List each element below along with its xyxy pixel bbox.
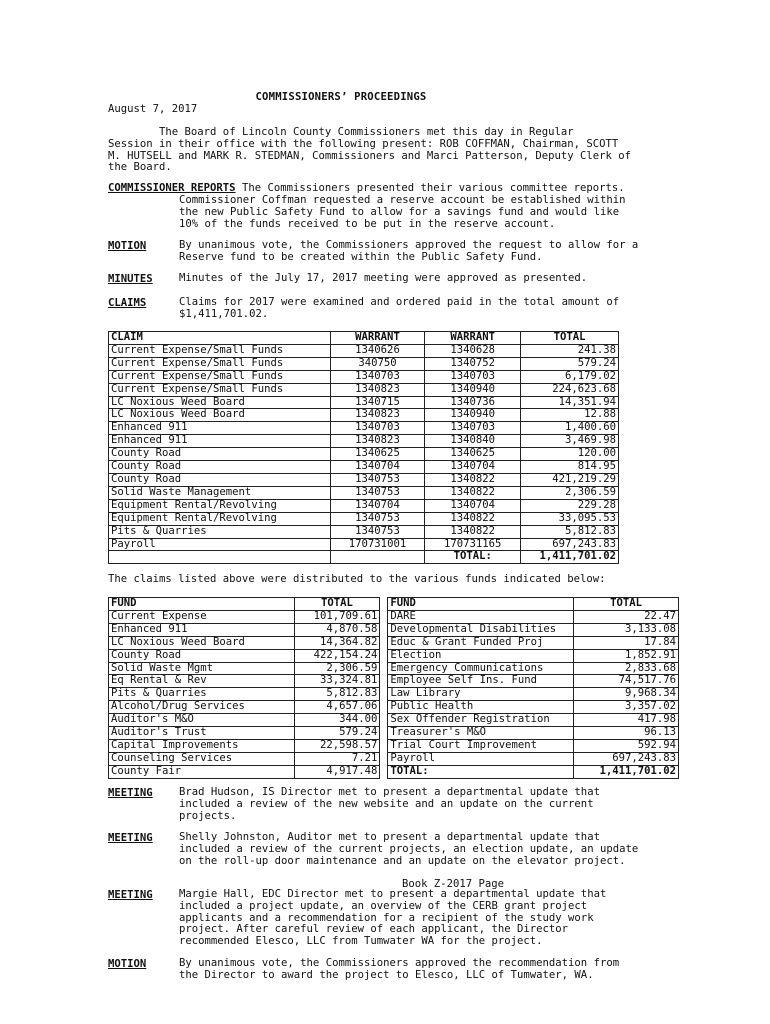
total-cell: 241.38 [521, 344, 619, 357]
meeting-line: included a review of the current projects, an election update, an update [179, 842, 639, 855]
warrant-cell: 1340704 [330, 499, 425, 512]
claim-cell: County Road [109, 473, 331, 486]
warrant-cell: 1340625 [330, 448, 425, 461]
total-cell: 33,095.53 [521, 512, 619, 525]
intro-paragraph [108, 127, 631, 174]
table-row [109, 435, 619, 448]
commissioner-reports-label: COMMISSIONER REPORTS [108, 182, 236, 194]
claim-cell: Enhanced 911 [109, 435, 331, 448]
fund-total-cell: 579.24 [294, 727, 380, 740]
column-gap [380, 739, 388, 752]
table-row [109, 370, 619, 383]
motion-body [179, 240, 699, 264]
column-header: TOTAL [294, 598, 380, 611]
column-gap [380, 688, 388, 701]
total-cell: 224,623.68 [521, 383, 619, 396]
fund-cell: Current Expense [109, 610, 295, 623]
table-row [109, 461, 619, 474]
meeting-body [179, 889, 699, 948]
report-line: 10% of the funds received to be put in the reserve account. [179, 217, 556, 230]
meeting-body [179, 832, 699, 867]
fund-total-cell: 592.94 [574, 739, 679, 752]
total-cell: 814.95 [521, 461, 619, 474]
warrant-cell: 1340822 [425, 486, 521, 499]
page-title: COMMISSIONERS’ PROCEEDINGS [255, 91, 427, 103]
fund-total-cell: 96.13 [574, 727, 679, 740]
intro-line: The Board of Lincoln County Commissioners met this day in Regular [108, 126, 574, 138]
claim-cell: Equipment Rental/Revolving [109, 499, 331, 512]
fund-total-cell: 33,324.81 [294, 675, 380, 688]
column-gap [380, 675, 388, 688]
column-gap [380, 610, 388, 623]
report-line: the new Public Safety Fund to allow for a savings fund and would like [179, 205, 620, 218]
fund-total-cell: 4,657.06 [294, 701, 380, 714]
warrant-cell: 1340715 [330, 396, 425, 409]
fund-total-cell: 344.00 [294, 714, 380, 727]
meeting-line: projects. [179, 809, 237, 822]
warrant-cell: 1340822 [425, 525, 521, 538]
table-row [109, 525, 619, 538]
funds-table [108, 597, 679, 779]
fund-cell: County Road [109, 649, 295, 662]
motion-line: the Director to award the project to Elesco, LLC of Tumwater, WA. [179, 968, 594, 981]
claims-body [179, 297, 699, 321]
claim-cell: County Road [109, 448, 331, 461]
table-row [109, 701, 679, 714]
fund-total-cell: 9,968.34 [574, 688, 679, 701]
warrant-cell: 1340823 [330, 383, 425, 396]
claims-total-row [109, 551, 619, 564]
column-gap [380, 701, 388, 714]
motion-label: MOTION [108, 958, 147, 970]
column-gap [380, 649, 388, 662]
table-row [109, 499, 619, 512]
claim-cell: Current Expense/Small Funds [109, 383, 331, 396]
claim-cell: Pits & Quarries [109, 525, 331, 538]
blank-cell [109, 551, 331, 564]
blank-cell [330, 551, 425, 564]
table-row [109, 448, 619, 461]
claim-cell: Payroll [109, 538, 331, 551]
claims-header-row [109, 332, 619, 345]
column-header: WARRANT [425, 332, 521, 345]
fund-cell: Auditor's M&O [109, 714, 295, 727]
motion-line: By unanimous vote, the Commissioners approved the request to allow for a [179, 239, 639, 251]
warrant-cell: 1340626 [330, 344, 425, 357]
meeting-line: project. After careful review of each applicant, the Director [179, 923, 569, 936]
minutes-body [179, 273, 699, 285]
funds-total-label: TOTAL: [388, 765, 574, 778]
meeting-line: Margie Hall, EDC Director met to present a departmental update that [179, 888, 607, 900]
column-header: TOTAL [521, 332, 619, 345]
warrant-cell: 1340823 [330, 435, 425, 448]
table-row [109, 396, 619, 409]
column-gap [380, 662, 388, 675]
claims-line: Claims for 2017 were examined and ordered paid in the total amount of [179, 296, 620, 308]
warrant-cell: 1340628 [425, 344, 521, 357]
column-gap [380, 765, 388, 778]
total-cell: 120.00 [521, 448, 619, 461]
claim-cell: Current Expense/Small Funds [109, 357, 331, 370]
total-cell: 5,812.83 [521, 525, 619, 538]
meeting-label: MEETING [108, 832, 153, 844]
total-label: TOTAL: [425, 551, 521, 564]
table-row [109, 538, 619, 551]
fund-cell: Election [388, 649, 574, 662]
warrant-cell: 1340940 [425, 409, 521, 422]
fund-cell: Counseling Services [109, 752, 295, 765]
fund-total-cell: 4,870.58 [294, 623, 380, 636]
fund-cell: Public Health [388, 701, 574, 714]
warrant-cell: 1340704 [330, 461, 425, 474]
total-cell: 697,243.83 [521, 538, 619, 551]
warrant-cell: 1340752 [425, 357, 521, 370]
total-cell: 1,400.60 [521, 422, 619, 435]
claims-table [108, 331, 619, 564]
warrant-cell: 1340822 [425, 512, 521, 525]
meeting-line: on the roll-up door maintenance and an update on the elevator project. [179, 854, 626, 867]
motion-label: MOTION [108, 240, 147, 252]
fund-cell: Law Library [388, 688, 574, 701]
total-cell: 3,469.98 [521, 435, 619, 448]
table-row [109, 739, 679, 752]
table-row [109, 486, 619, 499]
meeting-line: included a review of the new website and an update on the current [179, 797, 594, 810]
table-row [109, 752, 679, 765]
claim-cell: Equipment Rental/Revolving [109, 512, 331, 525]
fund-cell: Trial Court Improvement [388, 739, 574, 752]
warrant-cell: 1340625 [425, 448, 521, 461]
fund-total-cell: 7.21 [294, 752, 380, 765]
column-gap [380, 714, 388, 727]
warrant-cell: 170731165 [425, 538, 521, 551]
fund-cell: LC Noxious Weed Board [109, 636, 295, 649]
fund-total-cell: 5,812.83 [294, 688, 380, 701]
fund-total-cell: 22,598.57 [294, 739, 380, 752]
claim-cell: Solid Waste Management [109, 486, 331, 499]
claims-line: $1,411,701.02. [179, 307, 269, 320]
fund-total-cell: 3,133.08 [574, 623, 679, 636]
fund-cell: DARE [388, 610, 574, 623]
table-row [109, 636, 679, 649]
intro-line: Session in their office with the following present: ROB COFFMAN, Chairman, SCOTT [108, 137, 619, 150]
warrant-cell: 1340753 [330, 525, 425, 538]
meeting-line: applicants and a recommendation for a recipient of the study work [179, 911, 594, 924]
warrant-cell: 1340704 [425, 499, 521, 512]
fund-cell: Payroll [388, 752, 574, 765]
fund-cell: Developmental Disabilities [388, 623, 574, 636]
intro-line: M. HUTSELL and MARK R. STEDMAN, Commissioners and Marci Patterson, Deputy Clerk of [108, 149, 631, 162]
minutes-line: Minutes of the July 17, 2017 meeting were approved as presented. [179, 272, 588, 284]
book-page-reference: Book Z-2017 Page [402, 878, 505, 890]
total-cell: 14,351.94 [521, 396, 619, 409]
fund-cell: Alcohol/Drug Services [109, 701, 295, 714]
claim-cell: Current Expense/Small Funds [109, 344, 331, 357]
motion-line: Reserve fund to be created within the Public Safety Fund. [179, 250, 543, 263]
fund-total-cell: 2,306.59 [294, 662, 380, 675]
table-row [109, 422, 619, 435]
column-gap [380, 598, 388, 611]
fund-total-cell: 101,709.61 [294, 610, 380, 623]
column-gap [380, 727, 388, 740]
fund-total-cell: 14,364.82 [294, 636, 380, 649]
fund-cell: Eq Rental & Rev [109, 675, 295, 688]
column-gap [380, 752, 388, 765]
warrant-cell: 170731001 [330, 538, 425, 551]
claim-cell: Enhanced 911 [109, 422, 331, 435]
warrant-cell: 1340840 [425, 435, 521, 448]
fund-cell: Solid Waste Mgmt [109, 662, 295, 675]
table-row [109, 727, 679, 740]
table-row [109, 383, 619, 396]
table-row [109, 610, 679, 623]
fund-cell: Treasurer's M&O [388, 727, 574, 740]
fund-cell: Employee Self Ins. Fund [388, 675, 574, 688]
meeting-body [179, 787, 699, 822]
fund-total-cell: 4,917.48 [294, 765, 380, 778]
column-header: FUND [109, 598, 295, 611]
intro-line: the Board. [108, 161, 172, 174]
commissioner-reports-body [179, 195, 699, 230]
warrant-cell: 1340703 [425, 370, 521, 383]
warrant-cell: 1340703 [425, 422, 521, 435]
commissioner-reports-first-line: The Commissioners presented their various committee reports. [235, 182, 625, 194]
fund-cell: Emergency Communications [388, 662, 574, 675]
table-row [109, 649, 679, 662]
meeting-line: Shelly Johnston, Auditor met to present a departmental update that [179, 831, 600, 843]
grand-total: 1,411,701.02 [521, 551, 619, 564]
fund-total-cell: 417.98 [574, 714, 679, 727]
claim-cell: Current Expense/Small Funds [109, 370, 331, 383]
meeting-date: August 7, 2017 [108, 103, 198, 115]
claim-cell: County Road [109, 461, 331, 474]
fund-cell: Educ & Grant Funded Proj [388, 636, 574, 649]
fund-total-cell: 1,852.91 [574, 649, 679, 662]
total-cell: 421,219.29 [521, 473, 619, 486]
claims-label: CLAIMS [108, 297, 147, 309]
funds-header-row [109, 598, 679, 611]
claim-cell: LC Noxious Weed Board [109, 396, 331, 409]
column-header: WARRANT [330, 332, 425, 345]
meeting-label: MEETING [108, 889, 153, 901]
meeting-line: recommended Elesco, LLC from Tumwater WA for the project. [179, 935, 543, 948]
warrant-cell: 1340822 [425, 473, 521, 486]
report-line: Commissioner Coffman requested a reserve account be established within [179, 194, 626, 206]
table-row [109, 409, 619, 422]
fund-total-cell: 3,357.02 [574, 701, 679, 714]
warrant-cell: 340750 [330, 357, 425, 370]
fund-total-cell: 22.47 [574, 610, 679, 623]
fund-cell: Capital Improvements [109, 739, 295, 752]
column-header: TOTAL [574, 598, 679, 611]
table-row [109, 765, 679, 778]
total-cell: 579.24 [521, 357, 619, 370]
column-gap [380, 623, 388, 636]
motion-body [179, 958, 699, 982]
fund-cell: County Fair [109, 765, 295, 778]
total-cell: 229.28 [521, 499, 619, 512]
warrant-cell: 1340753 [330, 473, 425, 486]
warrant-cell: 1340823 [330, 409, 425, 422]
table-row [109, 344, 619, 357]
column-header: CLAIM [109, 332, 331, 345]
table-row [109, 714, 679, 727]
table-row [109, 688, 679, 701]
fund-cell: Pits & Quarries [109, 688, 295, 701]
total-cell: 2,306.59 [521, 486, 619, 499]
meeting-line: Brad Hudson, IS Director met to present a departmental update that [179, 786, 600, 798]
warrant-cell: 1340703 [330, 370, 425, 383]
motion-line: By unanimous vote, the Commissioners approved the recommendation from [179, 957, 620, 969]
total-cell: 6,179.02 [521, 370, 619, 383]
warrant-cell: 1340940 [425, 383, 521, 396]
table-row [109, 623, 679, 636]
funds-grand-total: 1,411,701.02 [574, 765, 679, 778]
column-gap [380, 636, 388, 649]
warrant-cell: 1340753 [330, 486, 425, 499]
warrant-cell: 1340736 [425, 396, 521, 409]
table-row [109, 675, 679, 688]
fund-cell: Enhanced 911 [109, 623, 295, 636]
column-header: FUND [388, 598, 574, 611]
fund-total-cell: 74,517.76 [574, 675, 679, 688]
fund-cell: Sex Offender Registration [388, 714, 574, 727]
warrant-cell: 1340704 [425, 461, 521, 474]
fund-total-cell: 2,833.68 [574, 662, 679, 675]
distributed-note: The claims listed above were distributed to the various funds indicated below: [108, 573, 606, 585]
fund-total-cell: 697,243.83 [574, 752, 679, 765]
meeting-label: MEETING [108, 787, 153, 799]
warrant-cell: 1340753 [330, 512, 425, 525]
warrant-cell: 1340703 [330, 422, 425, 435]
table-row [109, 662, 679, 675]
claim-cell: LC Noxious Weed Board [109, 409, 331, 422]
table-row [109, 473, 619, 486]
minutes-label: MINUTES [108, 273, 153, 285]
total-cell: 12.88 [521, 409, 619, 422]
fund-total-cell: 17.84 [574, 636, 679, 649]
table-row [109, 512, 619, 525]
fund-total-cell: 422,154.24 [294, 649, 380, 662]
fund-cell: Auditor's Trust [109, 727, 295, 740]
table-row [109, 357, 619, 370]
meeting-line: included a project update, an overview of the CERB grant project [179, 899, 588, 912]
